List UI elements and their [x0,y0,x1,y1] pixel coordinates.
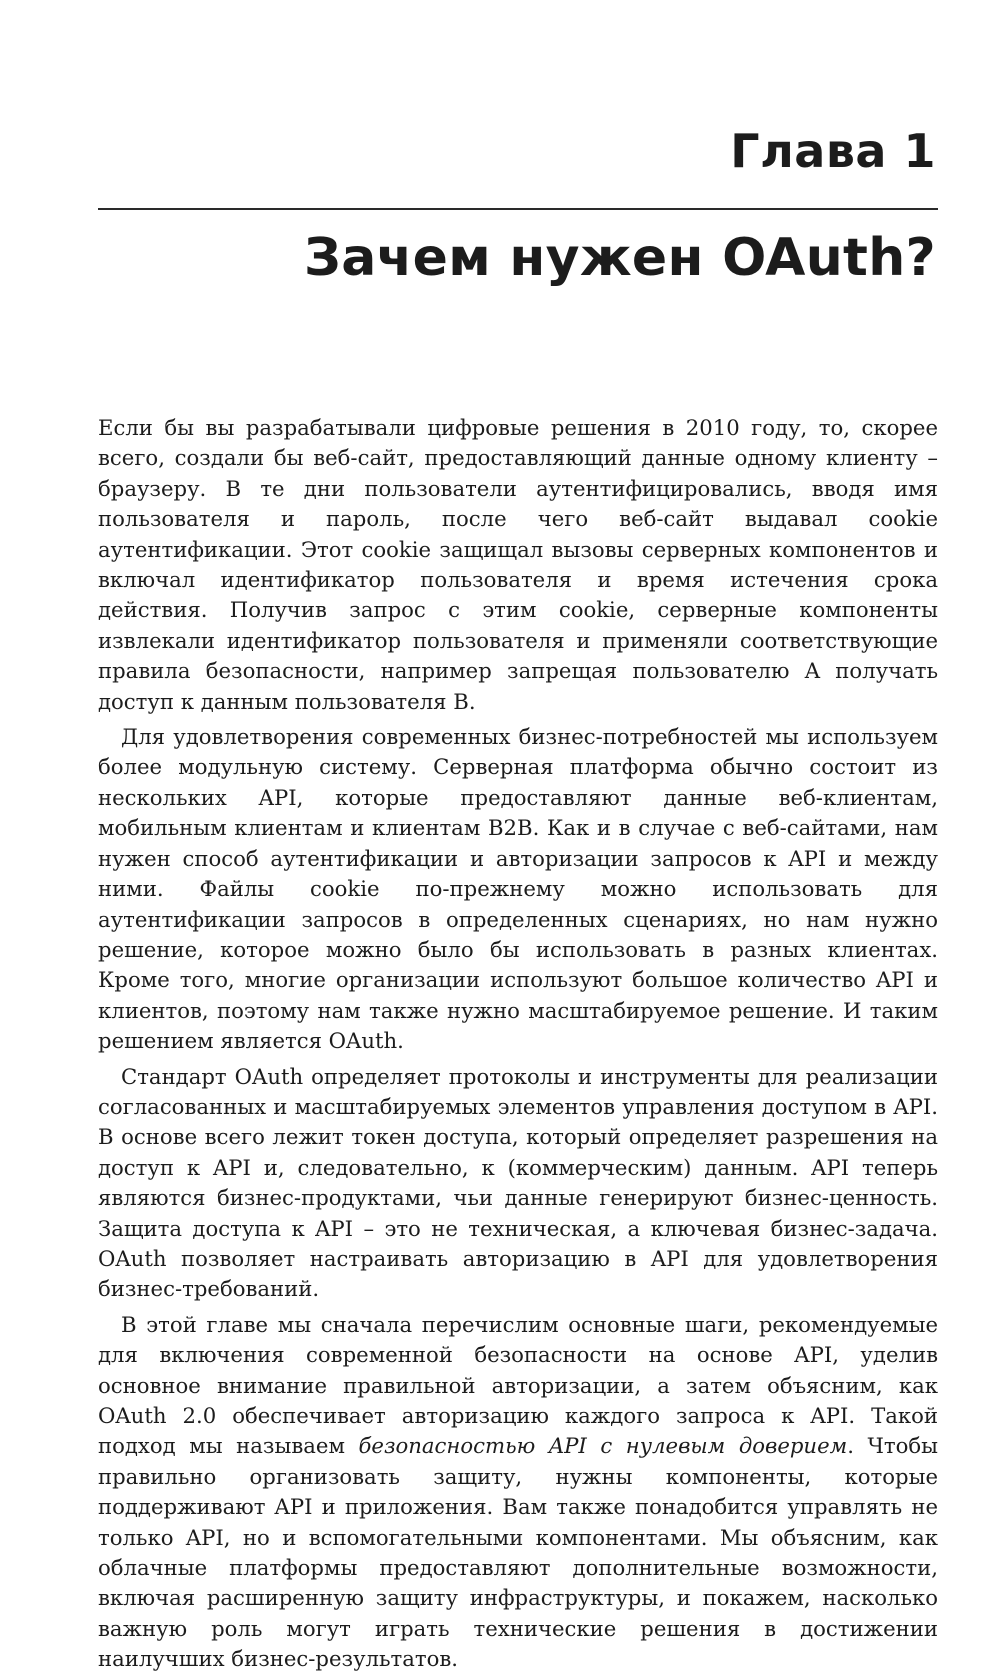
body-text [98,413,938,1675]
chapter-label: Глава 1 [730,124,936,178]
paragraph-4 [98,1310,938,1675]
chapter-divider [98,208,938,210]
paragraph-4-after: . Чтобы правильно организовать защиту, нужны компоненты, которые поддерживают API и приложения. Вам также понадобится управлять не только API, но и вспомогательными компонентами. Мы объясним, как облачные платформы предоставляют дополнительные возможности, включая расширенную защиту инфраструктуры, и покажем, насколько важную роль могут играть технические решения в достижении наилучших бизнес-результатов. [98,1433,938,1672]
paragraph-3: Стандарт OAuth определяет протоколы и инструменты для реализации согласованных и масштабируемых элементов управления доступом в API. В основе всего лежит токен доступа, который определяет разрешения на доступ к API и, следовательно, к (коммерческим) данным. API теперь являются бизнес-продуктами, чьи данные генерируют бизнес-ценность. Защита доступа к API – это не техническая, а ключевая бизнес-задача. OAuth позволяет настраивать авторизацию в API для удовлетворения бизнес-требований. [98,1063,938,1302]
paragraph-2: Для удовлетворения современных бизнес-потребностей мы используем более модульную систему. Серверная платформа обычно состоит из нескольких API, которые предоставляют данные веб-клиентам, мобильным клиентам и клиентам B2B. Как и в случае с веб-сайтами, нам нужен способ аутентификации и авторизации запросов к API и между ними. Файлы cookie по-прежнему можно использовать для аутентификации запросов в определенных сценариях, но нам нужно решение, которое можно было бы использовать в разных клиентах. Кроме того, многие организации используют большое количество API и клиентов, поэтому нам также нужно масштабируемое решение. И таким решением является OAuth. [98,724,938,1054]
paragraph-4-emphasis: безопасностью API с нулевым доверием [358,1433,848,1459]
chapter-title: Зачем нужен OAuth? [304,228,936,288]
paragraph-1: Если бы вы разрабатывали цифровые решения в 2010 году, то, скорее всего, создали бы веб-сайт, предоставляющий данные одному клиенту – браузеру. В те дни пользователи аутентифицировались, вводя имя пользователя и пароль, после чего веб-сайт выдавал cookie аутентификации. Этот cookie защищал вызовы серверных компонентов и включал идентификатор пользователя и время истечения срока действия. Получив запрос с этим cookie, серверные компоненты извлекали идентификатор пользователя и применяли соответствующие правила безопасности, например запрещая пользователю A получать доступ к данным пользователя B. [98,415,938,714]
paragraph-4-before: В этой главе мы сначала перечислим основные шаги, рекомендуемые для включения современной безопасности на основе API, уделив основное внимание правильной авторизации, а затем объясним, как OAuth 2.0 обеспечивает авторизацию каждого запроса к API. Такой подход мы называем [98,1311,938,1459]
